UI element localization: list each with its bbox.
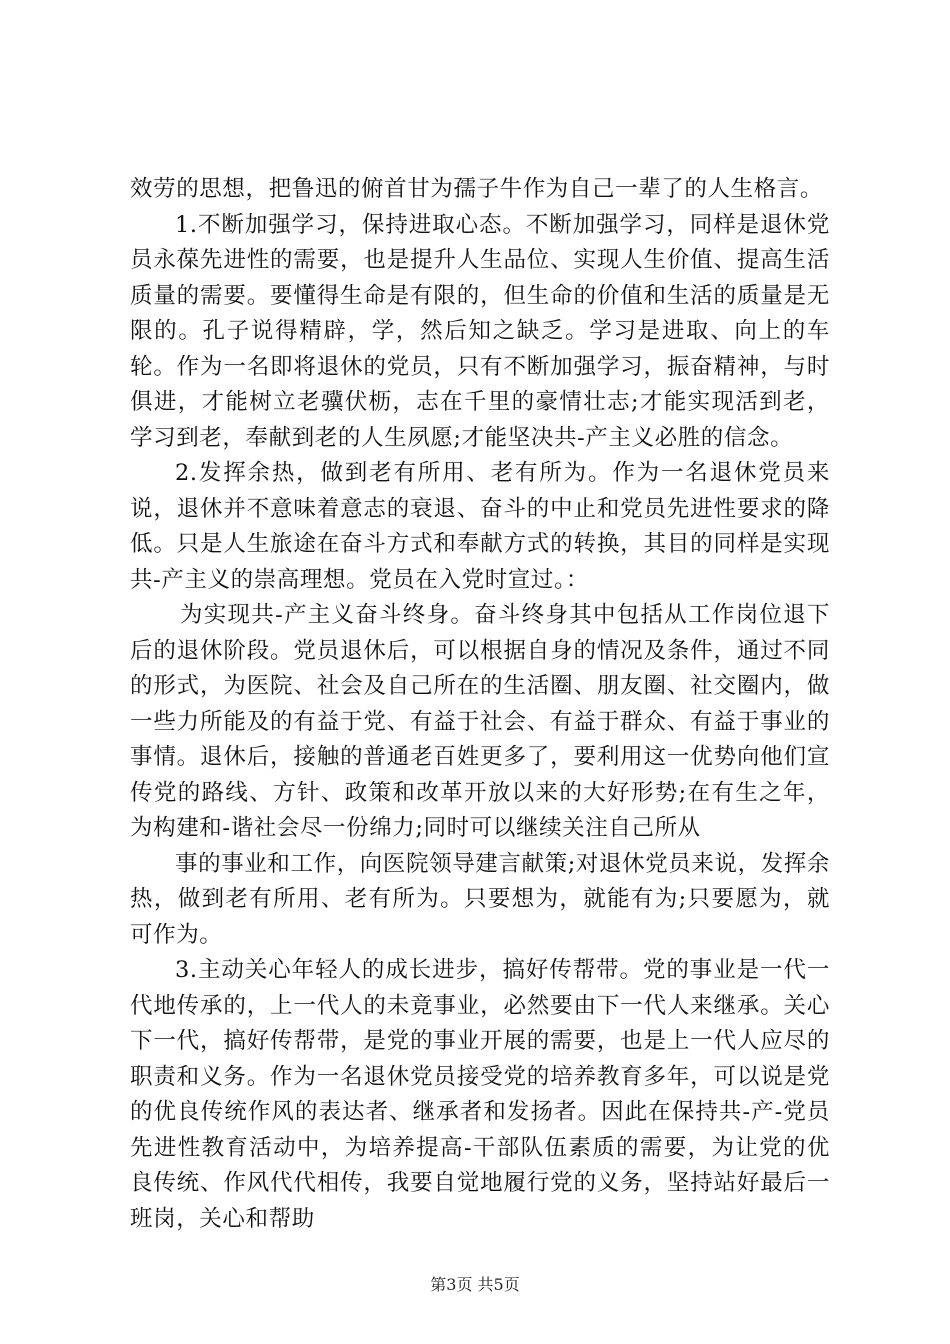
page-footer: 第3页 共5页	[430, 1275, 520, 1294]
paragraph-item-2-continued: 为实现共-产主义奋斗终身。奋斗终身其中包括从工作岗位退下后的退休阶段。党员退休后，可以根据自身的情况及条件，通过不同的形式，为医院、社会及自己所在的生活圈、朋友圈、社交圈内，做一些力所能及的有益于党、有益于社会、有益于群众、有益于事业的事情。退休后，接触的普通老百姓更多了，要利用这一优势向他们宣传党的路线、方针、政策和改革开放以来的大好形势;在有生之年，为构建和-谐社会尽一份绵力;同时可以继续关注自己所从	[130, 602, 830, 841]
paragraph-item-3: 3.主动关心年轻人的成长进步，搞好传帮带。党的事业是一代一代地传承的，上一代人的未竟事业，必然要由下一代人来继承。关心下一代，搞好传帮带，是党的事业开展的需要，也是上一代人应尽的职责和义务。作为一名退休党员接受党的培养教育多年，可以说是党的优良传统作风的表达者、继承者和发扬者。因此在保持共-产-党员先进性教育活动中，为培养提高-干部队伍素质的需要，为让党的优良传统、作风代代相传，我要自觉地履行党的义务，坚持站好最后一班岗，关心和帮助	[130, 957, 830, 1232]
paragraph-item-2-tail: 事的事业和工作，向医院领导建言献策;对退休党员来说，发挥余热，做到老有所用、老有所为。只要想为，就能有为;只要愿为，就可作为。	[130, 850, 830, 948]
paragraph-continuation: 效劳的思想，把鲁迅的俯首甘为孺子牛作为自己一辈了的人生格言。	[130, 176, 824, 202]
paragraph-item-1: 1.不断加强学习，保持进取心态。不断加强学习，同样是退休党员永葆先进性的需要，也是提升人生品位、实现人生价值、提高生活质量的需要。要懂得生命是有限的，但生命的价值和生活的质量是无限的。孔子说得精辟，学，然后知之缺乏。学习是进取、向上的车轮。作为一名即将退休的党员，只有不断加强学习，振奋精神，与时俱进，才能树立老骥伏枥，志在千里的豪情壮志;才能实现活到老，学习到老，奉献到老的人生夙愿;才能坚决共-产主义必胜的信念。	[130, 211, 830, 451]
paragraph-item-2: 2.发挥余热，做到老有所用、老有所为。作为一名退休党员来说，退休并不意味着意志的衰退、奋斗的中止和党员先进性要求的降低。只是人生旅途在奋斗方式和奉献方式的转换，其目的同样是实现共-产主义的崇高理想。党员在入党时宣过。：	[130, 460, 830, 593]
document-body	[130, 172, 830, 1237]
